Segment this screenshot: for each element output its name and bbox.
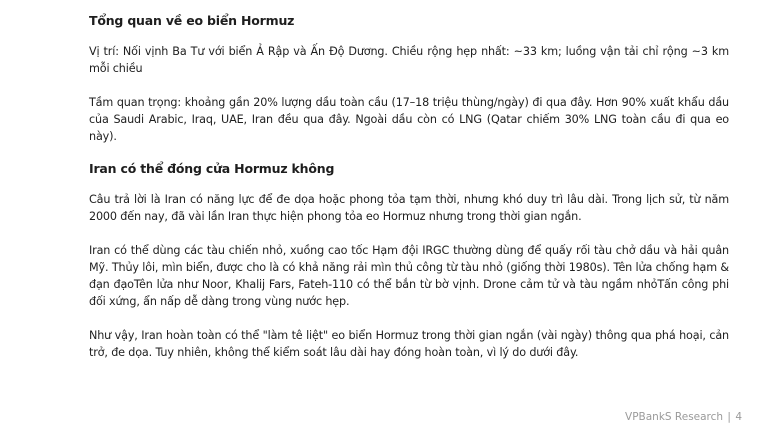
footer-brand: VPBankS Research <box>625 411 724 423</box>
page-number: 4 <box>735 411 742 423</box>
paragraph-location: Vị trí: Nối vịnh Ba Tư với biển Ả Rập và Ấn Độ Dương. Chiều rộng hẹp nhất: ~33 km; luồng vận tải chỉ rộng ~3 km mỗi chiều <box>89 45 729 75</box>
section-heading-iran-closure: Iran có thể đóng cửa Hormuz không <box>89 161 335 176</box>
paragraph-answer: Câu trả lời là Iran có năng lực để đe dọa hoặc phong tỏa tạm thời, nhưng khó duy trì lâu dài. Trong lịch sử, từ năm 2000 đến nay, đã vài lần Iran thực hiện phong tỏa eo Hormuz nhưng trong thời gian ngắn. <box>89 193 729 223</box>
paragraph-capabilities: Iran có thể dùng các tàu chiến nhỏ, xuồng cao tốc Hạm đội IRGC thường dùng để quấy rối tàu chở dầu và hải quân Mỹ. Thủy lôi, mìn biển, được cho là có khả năng rải mìn thủ công từ tàu nhỏ (giống thời 1980s). Tên lửa chống hạm & đạn đạoTên lửa như Noor, Khalij Fars, Fateh-110 có thể bắn từ bờ vịnh. Drone cảm tử và tàu ngầm nhỏTấn công phi đối xứng, ẩn nấp dễ dàng trong vùng nước hẹp. <box>89 244 729 308</box>
page-footer <box>625 410 742 424</box>
paragraph-conclusion: Như vậy, Iran hoàn toàn có thể "làm tê liệt" eo biển Hormuz trong thời gian ngắn (vài ngày) thông qua phá hoại, cản trở, đe dọa. Tuy nhiên, không thể kiểm soát lâu dài hay đóng hoàn toàn, vì lý do dưới đây. <box>89 329 729 359</box>
document-body <box>89 12 729 361</box>
paragraph-importance: Tầm quan trọng: khoảng gần 20% lượng dầu toàn cầu (17–18 triệu thùng/ngày) đi qua đây. Hơn 90% xuất khẩu dầu của Saudi Arabic, Iraq, UAE, Iran đều qua đây. Ngoài dầu còn có LNG (Qatar chiếm 30% LNG toàn cầu đi qua eo này). <box>89 96 729 143</box>
section-heading-overview: Tổng quan về eo biển Hormuz <box>89 13 295 28</box>
footer-separator: | <box>727 411 731 423</box>
